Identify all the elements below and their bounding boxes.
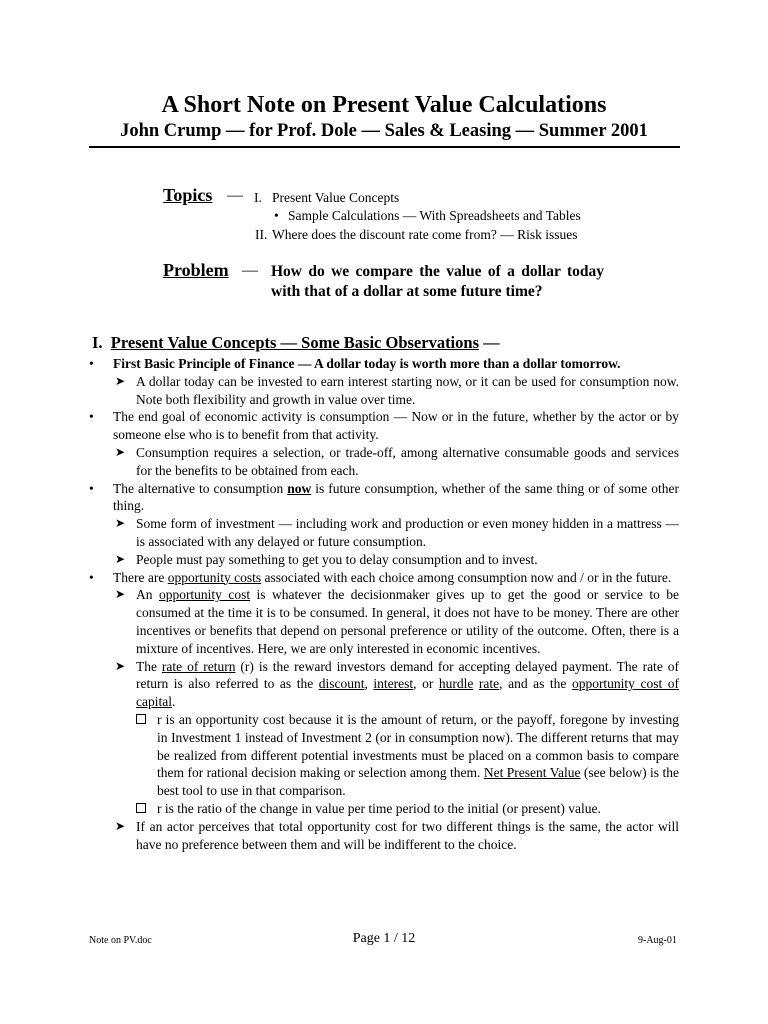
principle-text: First Basic Principle of Finance — A dollar today is worth more than a dollar tomorrow. bbox=[113, 356, 621, 371]
document-subtitle: John Crump — for Prof. Dole — Sales & Leasing — Summer 2001 bbox=[120, 121, 648, 141]
footer-filename: Note on PV.doc bbox=[89, 935, 152, 946]
list-item bbox=[89, 658, 679, 711]
topics-dash: — bbox=[227, 187, 243, 204]
paragraph-text: The end goal of economic activity is consumption — Now or in the future, whether by the actor or by someone else who is to benefit from that activity. bbox=[113, 409, 679, 443]
underlined-term: rate of return bbox=[161, 658, 236, 674]
underlined-term: opportunity cost of capital bbox=[136, 676, 680, 710]
topics-item1-num: I. bbox=[254, 190, 262, 205]
text-run: , and as the bbox=[499, 676, 572, 692]
text-run: , or bbox=[413, 676, 439, 692]
text-run: , bbox=[364, 676, 374, 692]
topics-item1-sub: Sample Calculations — With Spreadsheets and Tables bbox=[288, 208, 581, 223]
list-item bbox=[89, 444, 679, 480]
list-item bbox=[89, 586, 679, 657]
document-title: A Short Note on Present Value Calculations bbox=[161, 92, 607, 118]
underlined-term: interest bbox=[373, 676, 414, 692]
underlined-term: Net Present Value bbox=[483, 765, 581, 781]
text-run: associated with each choice among consumption now and / or in the future. bbox=[261, 569, 672, 585]
arrow-icon: ➤ bbox=[115, 587, 126, 602]
paragraph-text: People must pay something to get you to delay consumption and to invest. bbox=[136, 551, 538, 567]
text-run: An bbox=[136, 587, 159, 603]
section-body bbox=[89, 355, 679, 853]
bullet-icon: • bbox=[274, 208, 279, 223]
paragraph-text: A dollar today can be invested to earn interest starting now, or it can be used for consumption now. Note both flexibility and growth in value over time. bbox=[136, 373, 679, 407]
underlined-term: discount bbox=[318, 676, 365, 692]
bullet-icon: • bbox=[89, 356, 94, 371]
paragraph-text: Consumption requires a selection, or trade-off, among alternative consumable goods and services for the benefits to be obtained from each. bbox=[136, 444, 679, 478]
text-run: (r) is the reward investors demand for accepting delayed payment. The rate of return is also referred to as the bbox=[136, 658, 679, 692]
list-item bbox=[89, 818, 679, 854]
arrow-icon: ➤ bbox=[115, 444, 126, 459]
section-title: Present Value Concepts — Some Basic Observations bbox=[110, 333, 479, 352]
footer-date: 9-Aug-01 bbox=[638, 935, 677, 946]
paragraph-text: r is the ratio of the change in value per time period to the initial (or present) value. bbox=[157, 800, 601, 816]
section-trail: — bbox=[479, 333, 500, 352]
text-run: The alternative to consumption bbox=[113, 480, 288, 496]
underlined-term: rate bbox=[478, 676, 500, 692]
list-item bbox=[89, 355, 679, 373]
underlined-term: opportunity costs bbox=[167, 569, 262, 585]
topics-item1: Present Value Concepts bbox=[272, 190, 400, 205]
arrow-icon: ➤ bbox=[115, 818, 126, 833]
text-run: . bbox=[171, 694, 176, 710]
underlined-term: hurdle bbox=[438, 676, 474, 692]
text-run: r is an opportunity cost because it is the amount of return, or the payoff, foregone by investing in Investment 1 instead of Investment 2 (or in consumption now). The different returns that may be realized from different potential investments must be placed on a common basis to compare them for rational decision making or selection among them. bbox=[157, 711, 679, 781]
list-item bbox=[89, 480, 679, 516]
emphasis-now: now bbox=[287, 480, 312, 496]
underlined-term: opportunity cost bbox=[158, 587, 251, 603]
list-item bbox=[89, 408, 679, 444]
problem-text: How do we compare the value of a dollar today with that of a dollar at some future time? bbox=[271, 263, 604, 300]
problem-heading: Problem bbox=[163, 260, 229, 280]
text-run: is whatever the decisionmaker gives up to get the good or service to be consumed at the time it is to be consumed. In general, it does not have to be money. There are other incentives or benefits that depend on personal preference or utility of the outcome. Often, there is a mixture of incentives. Here, we are only interested in economic incentives. bbox=[136, 587, 680, 656]
arrow-icon: ➤ bbox=[115, 658, 126, 673]
title-rule bbox=[89, 146, 680, 148]
list-item bbox=[89, 373, 679, 409]
arrow-icon: ➤ bbox=[115, 373, 126, 388]
section-number: I. bbox=[92, 333, 103, 352]
topics-item2: Where does the discount rate come from? — Risk issues bbox=[272, 227, 578, 242]
problem-dash: — bbox=[242, 262, 258, 279]
footer-page-number: Page 1 / 12 bbox=[352, 931, 416, 946]
list-item bbox=[89, 515, 679, 551]
paragraph-text: If an actor perceives that total opportunity cost for two different things is the same, the actor will have no preference between them and will be indifferent to the choice. bbox=[136, 818, 679, 852]
checkbox-icon bbox=[136, 800, 146, 818]
bullet-icon: • bbox=[89, 409, 94, 425]
topics-heading: Topics bbox=[163, 185, 213, 205]
list-item bbox=[89, 551, 679, 569]
bullet-icon: • bbox=[89, 569, 94, 585]
list-item bbox=[89, 569, 679, 587]
checkbox-icon bbox=[136, 711, 146, 729]
arrow-icon: ➤ bbox=[115, 516, 126, 531]
text-run: is future consumption, whether of the same thing or of some other thing. bbox=[113, 480, 680, 514]
text-run: (see below) is the best tool to use in that comparison. bbox=[157, 765, 680, 799]
arrow-icon: ➤ bbox=[115, 551, 126, 566]
list-item bbox=[89, 711, 679, 800]
section-heading bbox=[92, 333, 500, 353]
text-run: The bbox=[136, 658, 162, 674]
bullet-icon: • bbox=[89, 480, 94, 496]
text-run: There are bbox=[113, 569, 168, 585]
topics-item2-num: II. bbox=[255, 227, 268, 242]
paragraph-text: Some form of investment — including work and production or even money hidden in a mattress — is associated with any delayed or future consumption. bbox=[136, 516, 679, 549]
list-item bbox=[89, 800, 679, 818]
